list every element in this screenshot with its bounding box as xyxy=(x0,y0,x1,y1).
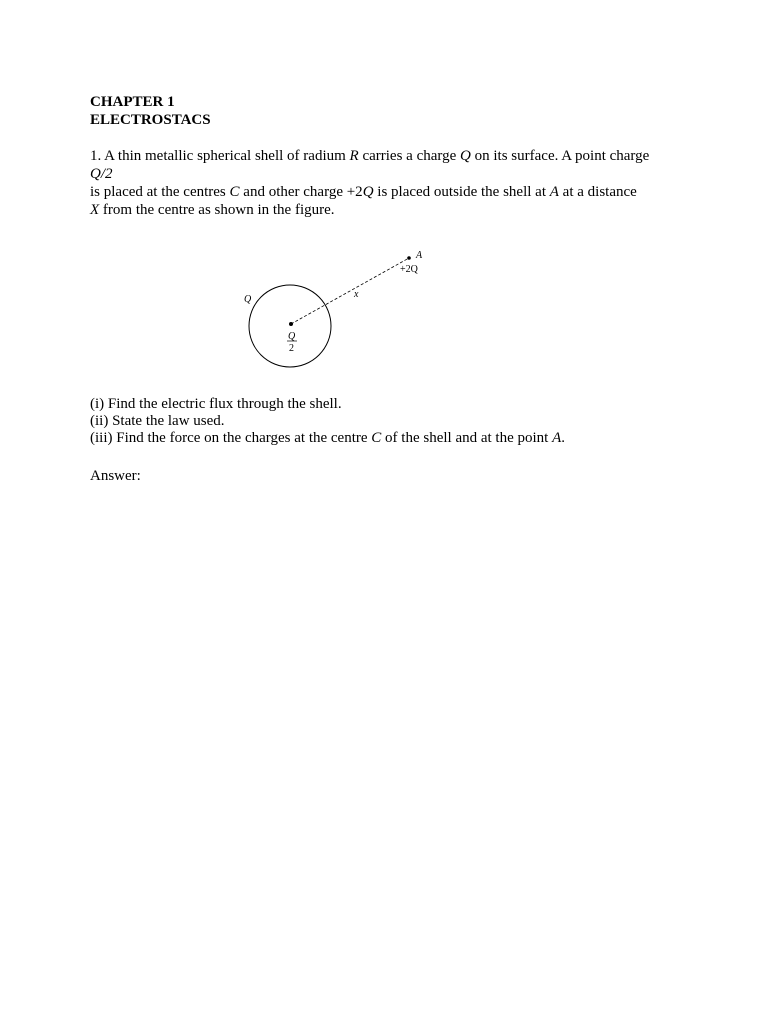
answer-label: Answer: xyxy=(90,468,141,484)
point-a-dot xyxy=(407,256,411,260)
part-iii: (iii) Find the force on the charges at the centre C of the shell and at the point A. xyxy=(90,430,566,446)
shell-diagram xyxy=(232,244,442,376)
question-number: 1. xyxy=(90,148,102,164)
center-charge-dot xyxy=(289,322,293,326)
question-parts xyxy=(90,396,565,447)
topic-heading: ELECTROSTACS xyxy=(90,112,211,128)
spherical-shell xyxy=(249,285,331,367)
charge-2q-label: +2Q xyxy=(400,264,418,275)
distance-line xyxy=(291,258,409,324)
question-text: 1. A thin metallic spherical shell of radium R carries a charge Q on its surface. A point charge Q/2 is placed at the centres C and other charge +2Q is placed outside the shell at A at a distance X from the centre as shown in the figure. xyxy=(90,148,650,218)
center-charge-numerator: Q xyxy=(288,331,296,342)
chapter-heading: CHAPTER 1 xyxy=(90,94,175,110)
point-a-label: A xyxy=(416,250,423,261)
shell-charge-label: Q xyxy=(244,294,252,305)
center-charge-denominator: 2 xyxy=(289,343,294,354)
part-ii: (ii) State the law used. xyxy=(90,413,225,429)
shell-figure xyxy=(232,244,442,376)
part-i: (i) Find the electric flux through the shell. xyxy=(90,396,342,412)
distance-x-label: x xyxy=(354,289,359,300)
document-body xyxy=(90,93,690,219)
